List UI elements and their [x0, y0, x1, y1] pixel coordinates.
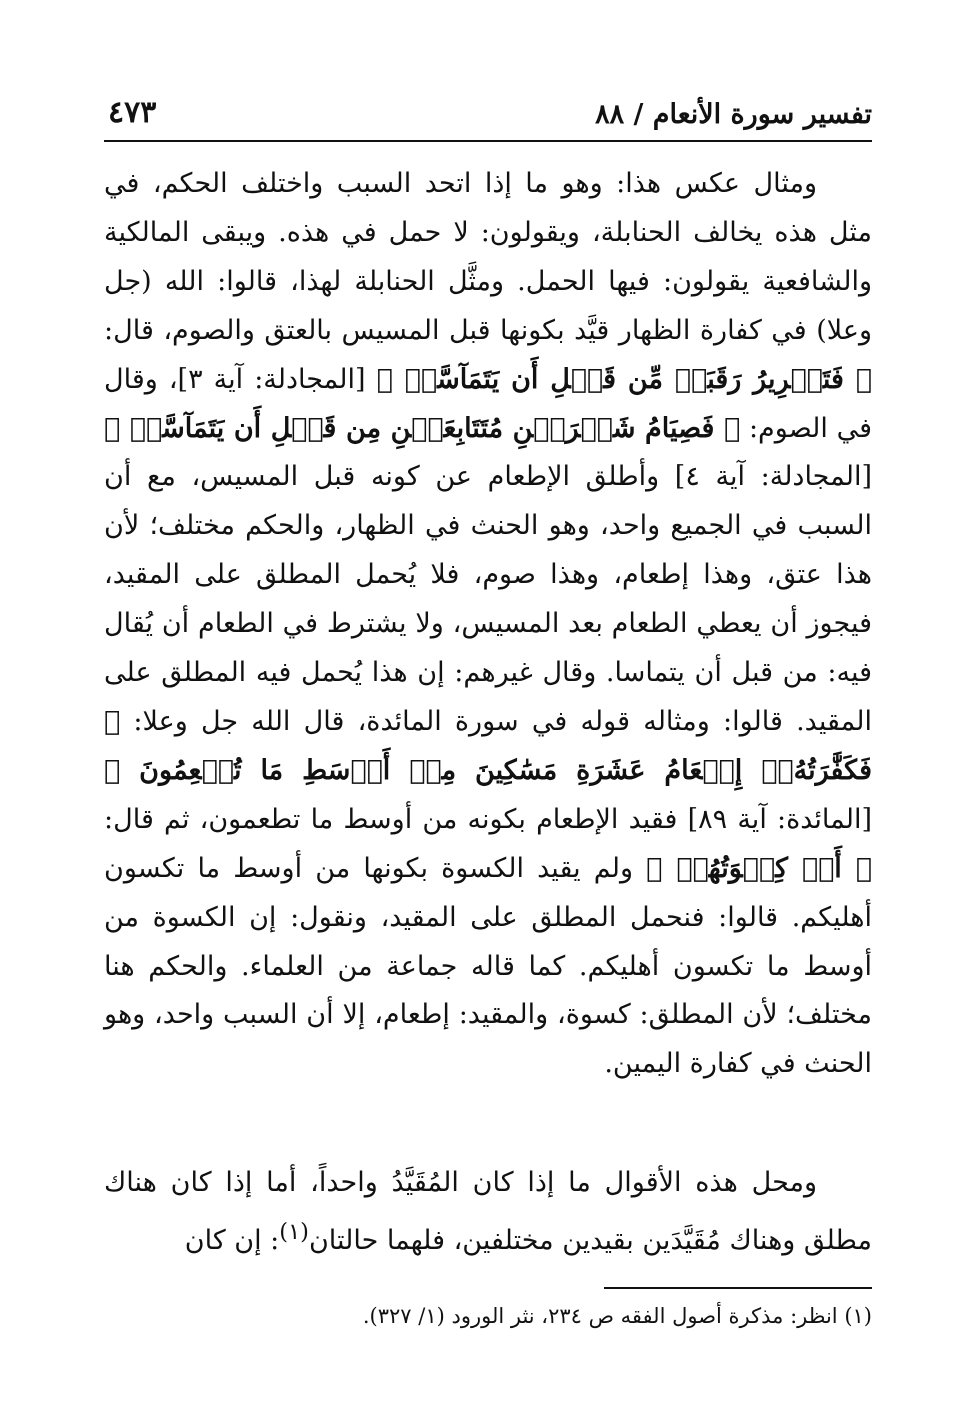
text-run: [المائدة: آية ٨٩] فقيد الإطعام بكونه من أوسط ما تطعمون، ثم قال: — [104, 803, 873, 835]
quran-verse: ﴿ فَتَحۡرِيرُ رَقَبَةٖ مِّن قَبۡلِ أَن يَتَمَآسَّاۚ ﴾ — [376, 363, 872, 395]
paragraph — [104, 1159, 872, 1266]
quran-verse: ﴿ فَكَفَّٰرَتُهُۥٓ إِطۡعَامُ عَشَرَةِ مَسَٰكِينَ مِنۡ أَوۡسَطِ مَا تُطۡعِمُونَ ﴾ — [104, 705, 872, 786]
text-run: [المجادلة: آية ٤] وأطلق الإطعام عن كونه قبل المسيس، مع أن السبب في الجميع واحد، وهو الحنث في الظهار، والحكم مختلف؛ لأن هذا عتق، وهذا إطعام، وهذا صوم، فلا يُحمل المطلق على المقيد، فيجوز أن يعطي الطعام بعد المسيس، ولا يشترط في الطعام أن يُقال فيه: من قبل أن يتماسا. وقال غيرهم: إن هذا يُحمل فيه المطلق على المقيد. قالوا: ومثاله قوله في سورة المائدة، قال الله جل وعلا: — [104, 461, 872, 737]
footnote-reference[interactable]: (١) — [279, 1219, 309, 1246]
quran-verse: ﴿ فَصِيَامُ شَهۡرَيۡنِ مُتَتَابِعَيۡنِ مِن قَبۡلِ أَن يَتَمَآسَّاۖ ﴾ — [104, 412, 741, 444]
quran-verse: ﴿ أَوۡ كِسۡوَتُهُمۡ ﴾ — [646, 852, 872, 884]
text-run: ومحل هذه الأقوال ما إذا كان المُقَيَّدُ واحداً، أما إذا كان هناك مطلق وهناك مُقَيَّدَين بقيدين مختلفين، فلهما حالتان — [104, 1167, 872, 1257]
text-run: ولم يقيد الكسوة بكونها من أوسط ما تكسون أهليكم. قالوا: فنحمل المطلق على المقيد، ونقول: إن الكسوة من أوسط ما تكسون أهليكم. كما قاله جماعة من العلماء. والحكم هنا مختلف؛ لأن المطلق: كسوة، والمقيد: إطعام، إلا أن السبب واحد، وهو الحنث في كفارة اليمين. — [104, 852, 872, 1080]
footnote-divider — [604, 1287, 872, 1289]
text-run: : إن كان — [184, 1225, 280, 1257]
running-title: تفسير سورة الأنعام / ٨٨ — [595, 99, 872, 130]
footnote: (١) انظر: مذكرة أصول الفقه ص ٢٣٤، نثر الورود (١/ ٣٢٧). — [362, 1304, 872, 1328]
paragraph — [104, 160, 872, 1089]
page-header — [108, 80, 872, 130]
main-text — [104, 160, 872, 1266]
text-run: ومثال عكس هذا: وهو ما إذا اتحد السبب واختلف الحكم، في مثل هذه يخالف الحنابلة، ويقولون: لا حمل في هذه. ويبقى المالكية والشافعية يقولون: فيها الحمل. ومثَّل الحنابلة لهذا، قالوا: الله (جل وعلا) في كفارة الظهار قيَّد بكونها قبل المسيس بالعتق والصوم، قال: — [104, 168, 872, 346]
page-number: ٤٧٣ — [108, 95, 157, 130]
header-divider — [104, 140, 872, 142]
text-run: [المجادلة: آية ٣]، وقال في الصوم: — [104, 363, 872, 444]
